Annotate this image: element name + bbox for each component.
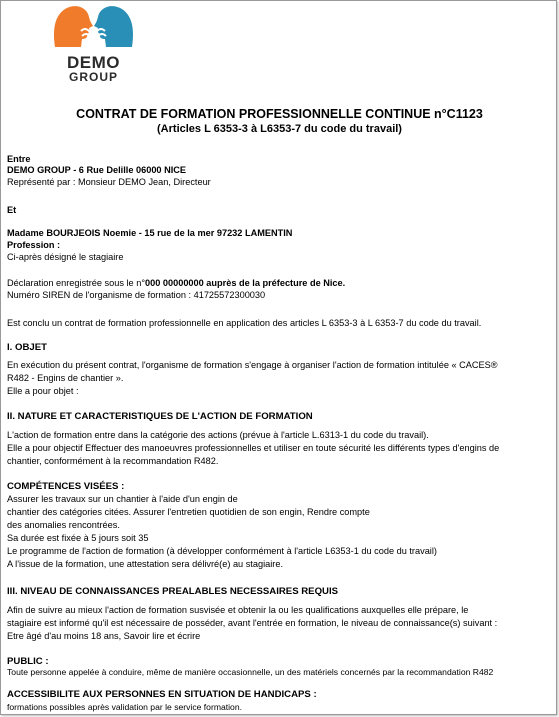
company-logo xyxy=(51,3,136,85)
trainee-designation: Ci-après désigné le stagiaire xyxy=(7,252,124,262)
competences-line-6: A l'issue de la formation, une attestation sera délivré(e) au stagiaire. xyxy=(7,559,283,569)
objet-line-2: R482 - Engins de chantier ». xyxy=(7,373,124,383)
nature-line-2: Elle a pour objectif Effectuer des manoeuvres professionnelles et utiliser en toute sécurité les différents types d'engins de xyxy=(7,443,500,453)
entre-label: Entre xyxy=(7,154,31,164)
organization-address: DEMO GROUP - 6 Rue Delille 06000 NICE xyxy=(7,165,187,175)
contract-title: CONTRAT DE FORMATION PROFESSIONNELLE CONTINUE n°C1123 xyxy=(76,107,483,121)
representative-line: Représenté par : Monsieur DEMO Jean, Directeur xyxy=(7,177,211,187)
section-niveau-heading: III. NIVEAU DE CONNAISSANCES PREALABLES NECESSAIRES REQUIS xyxy=(7,586,339,597)
objet-line-3: Elle a pour objet : xyxy=(7,386,79,396)
section-objet-heading: I. OBJET xyxy=(7,342,47,353)
public-line-1: Toute personne appelée à conduire, même de manière occasionnelle, un des matériels concernés par la recommandation R482 xyxy=(7,667,494,677)
declaration-number: 000 00000000 auprès de la préfecture de Nice. xyxy=(145,278,346,288)
trainee-address: Madame BOURJEOIS Noemie - 15 rue de la mer 97232 LAMENTIN xyxy=(7,228,293,238)
et-label: Et xyxy=(7,205,17,215)
profession-label: Profession : xyxy=(7,240,61,250)
declaration-prefix: Déclaration enregistrée sous le n° xyxy=(7,278,145,288)
section-nature-heading: II. NATURE ET CARACTERISTIQUES DE L'ACTION DE FORMATION xyxy=(7,411,313,422)
siren-line: Numéro SIREN de l'organisme de formation : 41725572300030 xyxy=(7,290,266,300)
section-public-heading: PUBLIC : xyxy=(7,656,49,667)
accessibilite-line-1: formations possibles après validation par le service formation. xyxy=(7,702,243,712)
section-accessibilite-heading: ACCESSIBILITE AUX PERSONNES EN SITUATION DE HANDICAPS : xyxy=(7,689,317,700)
competences-line-4: Sa durée est fixée à 5 jours soit 35 xyxy=(7,533,149,543)
logo-text-demo: DEMO xyxy=(67,53,120,72)
contract-subtitle: (Articles L 6353-3 à L6353-7 du code du travail) xyxy=(157,123,402,135)
nature-line-3: chantier, conformément à la recommandation R482. xyxy=(7,456,219,466)
logo-text-group: GROUP xyxy=(68,70,118,84)
declaration-line xyxy=(7,278,345,289)
nature-line-1: L'action de formation entre dans la catégorie des actions (prévue à l'article L.6313-1 du code du travail). xyxy=(7,430,429,440)
niveau-line-3: Etre âgé d'au moins 18 ans, Savoir lire et écrire xyxy=(7,631,201,641)
niveau-line-1: Afin de suivre au mieux l'action de formation susvisée et obtenir la ou les qualifications auxquelles elle prépare, le xyxy=(7,605,469,615)
conclusion-line: Est conclu un contrat de formation professionnelle en application des articles L 6353-3 à L 6353-7 du code du travail. xyxy=(7,318,482,328)
logo-heads-icon xyxy=(51,3,136,53)
competences-line-5: Le programme de l'action de formation (à développer conformément à l'article L6353-1 du code du travail) xyxy=(7,546,437,556)
niveau-line-2: stagiaire est informé qu'il est nécessaire de posséder, avant l'entrée en formation, le niveau de connaissance(s) suivant : xyxy=(7,618,498,628)
competences-line-3: des anomalies rencontrées. xyxy=(7,520,120,530)
objet-line-1: En exécution du présent contrat, l'organisme de formation s'engage à organiser l'action de formation intitulée « CACES® xyxy=(7,360,498,370)
competences-line-1: Assurer les travaux sur un chantier à l'aide d'un engin de xyxy=(7,494,238,504)
competences-line-2: chantier des catégories citées. Assurer l'entretien quotidien de son engin, Rendre compte xyxy=(7,507,370,517)
section-competences-heading: COMPÉTENCES VISÉES : xyxy=(7,481,125,492)
